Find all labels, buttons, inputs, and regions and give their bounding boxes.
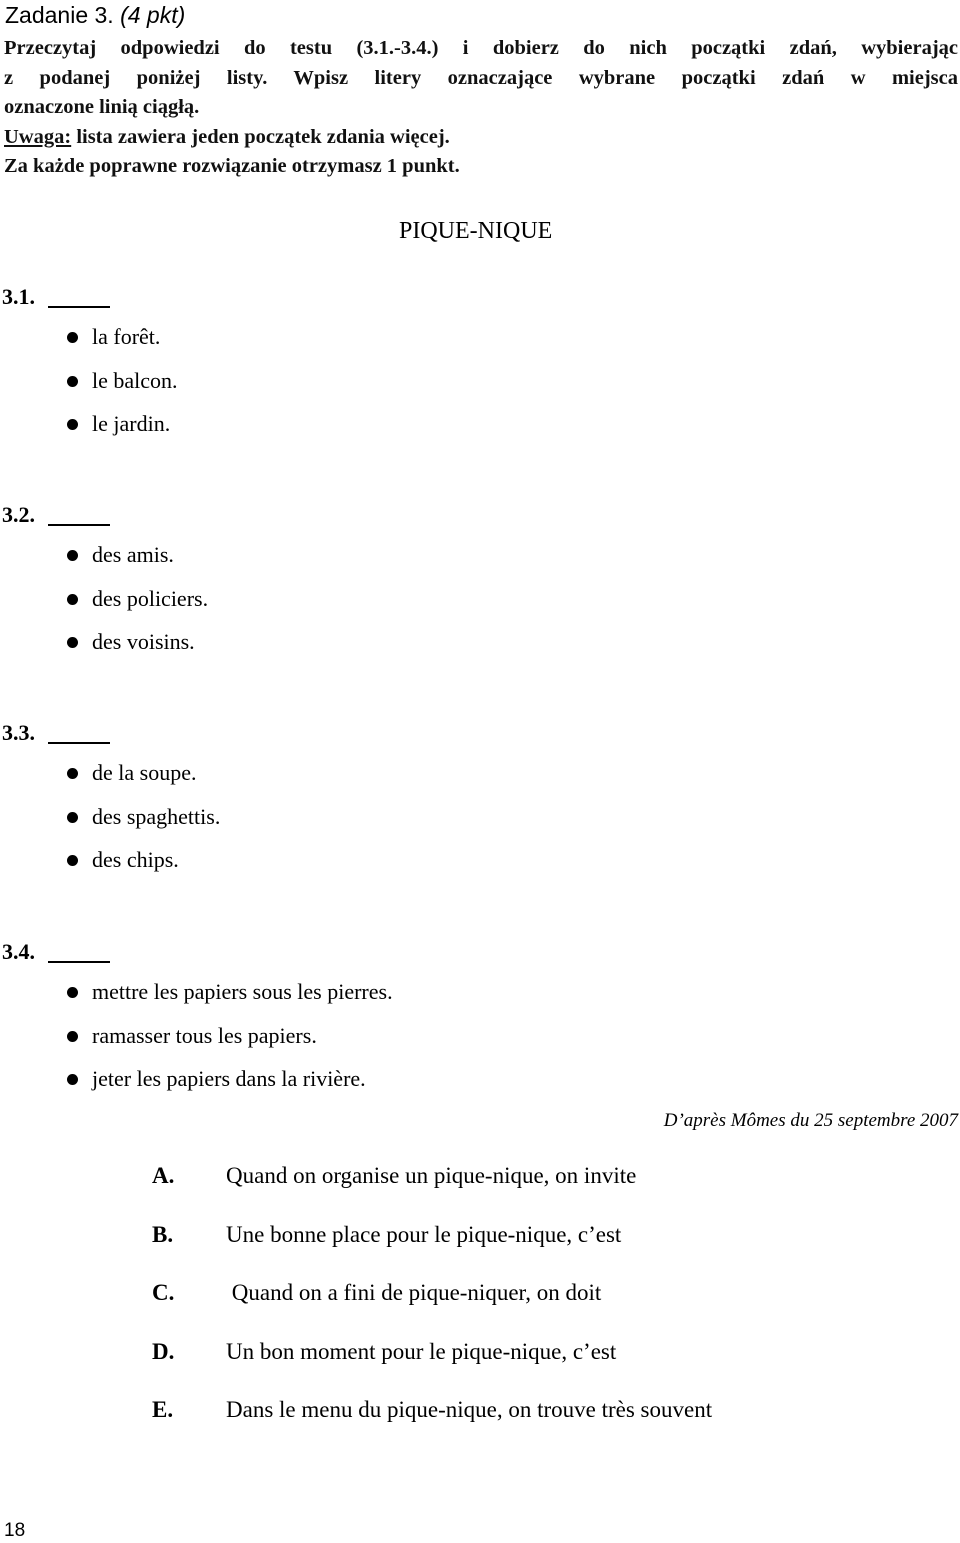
list-item (2, 804, 220, 848)
question-3-1 (2, 284, 602, 436)
list-item (2, 368, 178, 412)
task-instructions (4, 34, 958, 182)
option-text: mettre les papiers sous les pierres. (92, 979, 393, 1004)
bullet-icon (67, 812, 78, 823)
sentence-beginnings-list (0, 1163, 960, 1456)
page-number: 18 (4, 1520, 26, 1541)
question-3-2 (2, 502, 602, 654)
answer-letter: E. (152, 1397, 174, 1422)
list-item (0, 1163, 960, 1222)
option-text: le jardin. (92, 411, 171, 436)
list-item (2, 542, 208, 586)
answer-text: Dans le menu du pique-nique, on trouve très souvent (226, 1397, 713, 1422)
list-item (0, 1397, 960, 1456)
bullet-icon (67, 637, 78, 648)
bullet-icon (67, 855, 78, 866)
option-text: ramasser tous les papiers. (92, 1022, 317, 1048)
instruction-note (4, 123, 958, 153)
list-item (2, 1066, 393, 1110)
option-list (2, 760, 220, 891)
list-item (2, 629, 208, 673)
list-item (0, 1280, 960, 1339)
option-text: des policiers. (92, 585, 209, 611)
bullet-icon (67, 768, 78, 779)
answer-text: Quand on a fini de pique-niquer, on doit (226, 1280, 602, 1305)
list-item (2, 979, 393, 1023)
bullet-icon (67, 376, 78, 387)
option-text: des voisins. (92, 629, 195, 654)
answer-blank[interactable] (48, 524, 110, 526)
option-text: de la soupe. (92, 760, 197, 785)
question-number: 3.2. (2, 502, 35, 527)
bullet-icon (67, 332, 78, 343)
answer-blank[interactable] (48, 961, 110, 963)
option-text: le balcon. (92, 367, 178, 393)
answer-letter: D. (152, 1338, 175, 1364)
question-3-4 (2, 939, 602, 1091)
list-item (2, 760, 220, 804)
answer-blank[interactable] (48, 306, 110, 308)
list-item (2, 1023, 393, 1067)
option-text: des chips. (92, 847, 179, 872)
option-text: la forêt. (92, 324, 161, 349)
option-list (2, 542, 208, 673)
list-item (2, 411, 178, 455)
option-text: des amis. (92, 542, 174, 567)
list-item (0, 1222, 960, 1281)
answer-blank[interactable] (48, 742, 110, 744)
bullet-icon (67, 1031, 78, 1042)
bullet-icon (67, 987, 78, 998)
option-text: des spaghettis. (92, 803, 221, 829)
option-list (2, 979, 393, 1110)
question-3-3 (2, 720, 602, 872)
source-citation: D’après Mômes du 25 septembre 2007 (663, 1110, 958, 1131)
bullet-icon (67, 1074, 78, 1085)
list-item (2, 586, 208, 630)
instruction-line-1: Przeczytaj odpowiedzi do testu (3.1.-3.4.) i dobierz do nich początki zdań, wybierając (4, 37, 958, 59)
question-number: 3.4. (2, 939, 35, 964)
question-number: 3.3. (2, 720, 35, 745)
option-list (2, 324, 178, 455)
note-text: lista zawiera jeden początek zdania więcej. (71, 125, 450, 148)
answer-text: Un bon moment pour le pique-nique, c’est (226, 1338, 617, 1364)
instruction-line-5: Za każde poprawne rozwiązanie otrzymasz 1 punkt. (4, 155, 460, 177)
option-text: jeter les papiers dans la rivière. (92, 1066, 366, 1091)
list-item (2, 324, 178, 368)
instruction-line-3: oznaczone linią ciągłą. (4, 96, 200, 118)
task-title: Zadanie 3. (5, 2, 114, 28)
question-number: 3.1. (2, 284, 35, 309)
bullet-icon (67, 550, 78, 561)
instruction-line-2: z podanej poniżej listy. Wpisz litery oznaczające wybrane początki zdań w miejsca (4, 66, 958, 89)
list-item (0, 1339, 960, 1398)
answer-letter: A. (152, 1163, 175, 1188)
text-title: PIQUE-NIQUE (399, 218, 553, 244)
answer-letter: B. (152, 1221, 174, 1247)
task-points: (4 pkt) (120, 2, 186, 28)
task-heading (5, 2, 185, 29)
answer-text: Une bonne place pour le pique-nique, c’est (226, 1221, 622, 1247)
answer-letter: C. (152, 1280, 175, 1305)
bullet-icon (67, 594, 78, 605)
list-item (2, 847, 220, 891)
note-label: Uwaga: (4, 125, 72, 148)
answer-text: Quand on organise un pique-nique, on invite (226, 1163, 637, 1188)
bullet-icon (67, 419, 78, 430)
